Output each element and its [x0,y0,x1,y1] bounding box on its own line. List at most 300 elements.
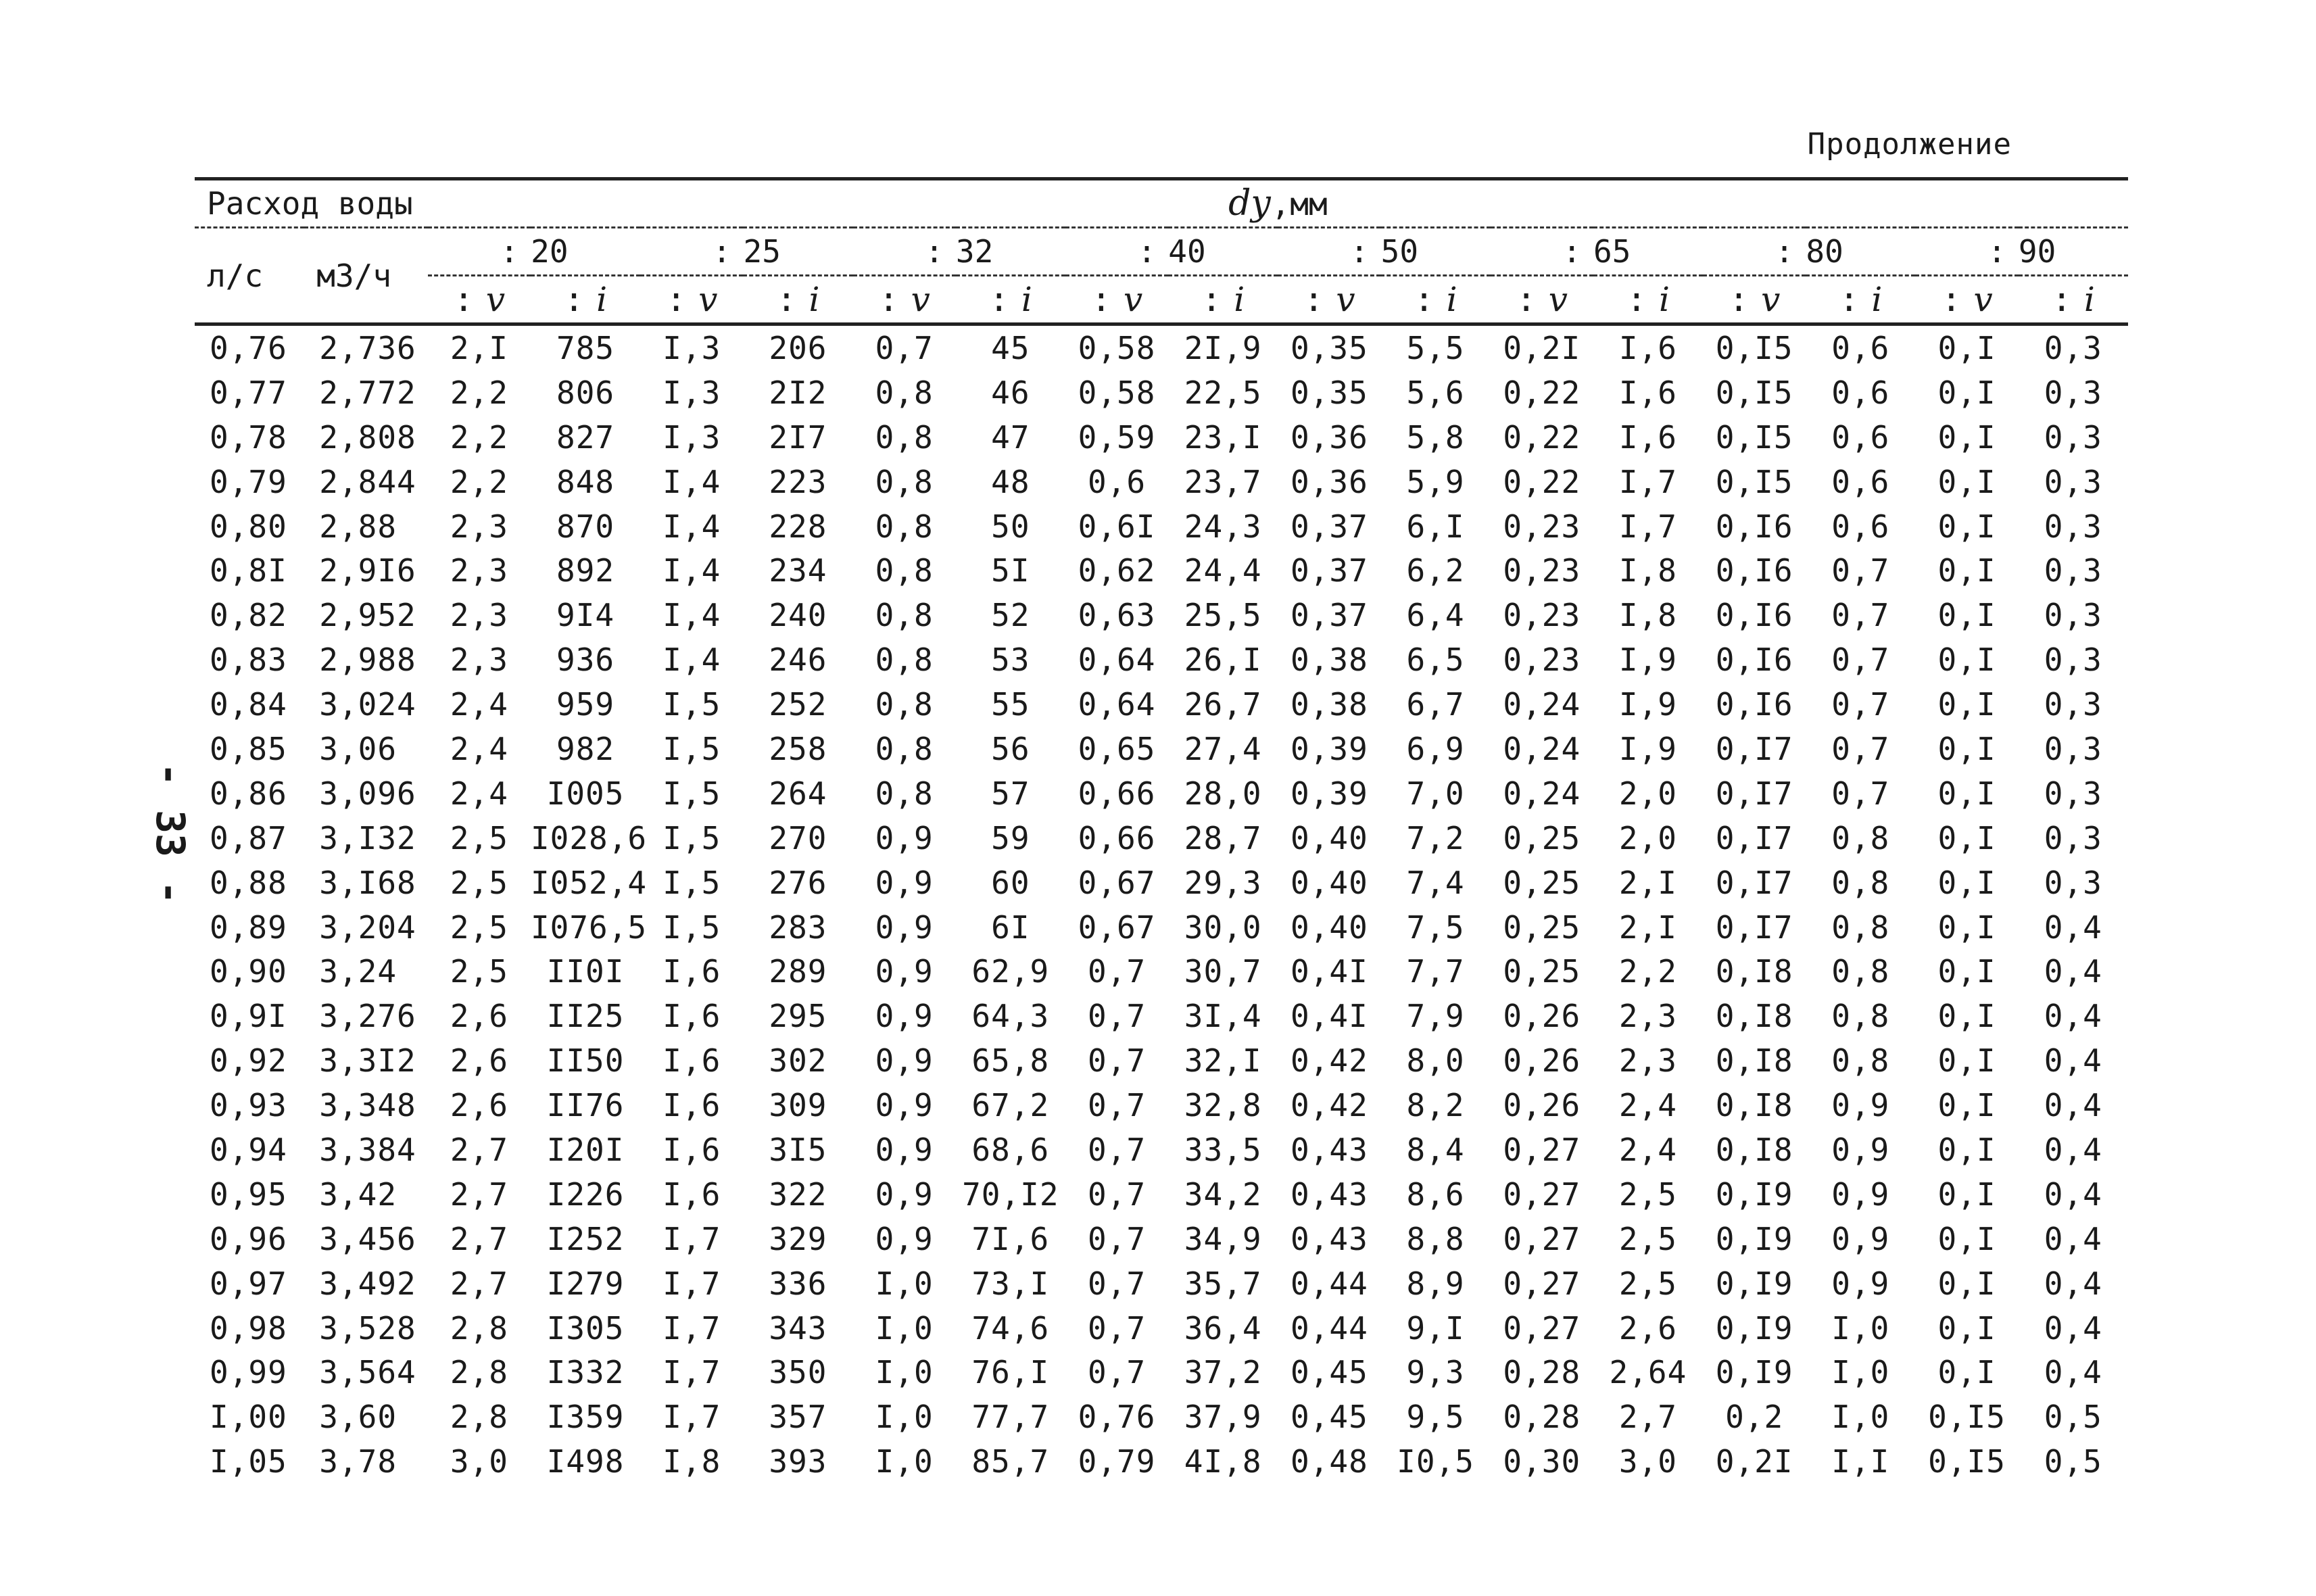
loss-32-cell: 70,I2 [962,1176,1059,1213]
velocity-40-cell: 0,64 [1078,642,1156,679]
flow-ls-cell: 0,82 [210,597,287,634]
loss-symbol: : i [1380,276,1490,324]
loss-25-cell: 309 [769,1087,827,1124]
loss-25-cell: 3I5 [769,1131,827,1168]
velocity-32-cell: 0,7 [875,329,934,366]
loss-32-cell: 74,6 [971,1309,1050,1347]
velocity-90-cell: 0,I [1937,998,1996,1035]
loss-25-cell: 336 [769,1265,827,1302]
table-row [195,682,2128,727]
loss-32-cell: 45 [991,329,1030,366]
velocity-80-cell: 0,I7 [1715,730,1793,767]
loss-50-cell: 5,8 [1406,418,1465,456]
loss-50-cell: 8,2 [1406,1087,1465,1124]
velocity-40-cell: 0,67 [1078,909,1156,946]
loss-50-cell: 8,4 [1406,1131,1465,1168]
loss-25-cell: 258 [769,730,827,767]
flow-ls-cell: 0,89 [210,909,287,946]
flow-m3h-cell: 2,844 [319,463,416,500]
loss-20-cell: II0I [546,953,625,990]
diameter-unit: ,мм [1271,186,1328,222]
velocity-25-cell: I,6 [662,1042,721,1080]
loss-symbol: : i [956,276,1065,324]
loss-50-cell: 8,9 [1406,1265,1465,1302]
loss-90-cell: 0,3 [2044,642,2102,679]
loss-65-cell: 2,3 [1618,998,1677,1035]
table-row [195,1439,2128,1484]
loss-90-cell: 0,3 [2044,730,2102,767]
velocity-65-cell: 0,26 [1503,1087,1581,1124]
loss-80-cell: 0,8 [1831,819,1890,856]
loss-90-cell: 0,3 [2044,374,2102,411]
velocity-40-cell: 0,65 [1078,730,1156,767]
velocity-25-cell: I,7 [662,1220,721,1257]
table-row [195,1128,2128,1172]
velocity-80-cell: 0,I5 [1715,374,1793,411]
velocity-65-cell: 0,2I [1503,329,1581,366]
loss-65-cell: 2,I [1618,909,1677,946]
flow-m3h-cell: 3,024 [319,686,416,723]
loss-20-cell: I252 [546,1220,625,1257]
loss-90-cell: 0,3 [2044,864,2102,901]
velocity-50-cell: 0,36 [1290,463,1368,500]
flow-m3h-cell: 2,736 [319,329,416,366]
table-row [195,460,2128,504]
velocity-65-cell: 0,27 [1503,1265,1581,1302]
loss-65-cell: 2,4 [1618,1131,1677,1168]
velocity-80-cell: 0,I7 [1715,864,1793,901]
loss-65-cell: I,7 [1618,508,1677,545]
loss-25-cell: 264 [769,775,827,812]
table-row [195,949,2128,994]
loss-20-cell: 959 [556,686,615,723]
flow-m3h-cell: 3,096 [319,775,416,812]
loss-40-cell: 30,0 [1184,909,1262,946]
velocity-20-cell: 2,5 [450,909,508,946]
velocity-25-cell: I,5 [662,730,721,767]
table-body [195,324,2128,1484]
velocity-50-cell: 0,48 [1290,1443,1368,1480]
loss-25-cell: 252 [769,686,827,723]
velocity-40-cell: 0,7 [1087,998,1147,1035]
loss-50-cell: 5,9 [1406,463,1465,500]
flow-m3h-cell: 3,06 [319,730,397,767]
velocity-20-cell: 2,5 [450,953,508,990]
velocity-90-cell: 0,I [1937,374,1996,411]
velocity-32-cell: 0,9 [875,864,934,901]
loss-40-cell: 32,I [1184,1042,1262,1080]
table-container [195,177,2128,1484]
loss-80-cell: 0,8 [1831,909,1890,946]
velocity-25-cell: I,7 [662,1399,721,1436]
flow-ls-cell: 0,99 [210,1354,287,1391]
loss-80-cell: 0,8 [1831,864,1890,901]
loss-25-cell: 228 [769,508,827,545]
velocity-25-cell: I,6 [662,1176,721,1213]
velocity-40-cell: 0,66 [1078,819,1156,856]
loss-20-cell: 936 [556,642,615,679]
velocity-80-cell: 0,I9 [1715,1309,1793,1347]
velocity-32-cell: 0,9 [875,819,934,856]
velocity-40-cell: 0,7 [1087,1087,1147,1124]
loss-20-cell: I305 [546,1309,625,1347]
flow-ls-cell: I,05 [210,1443,287,1480]
flow-ls-cell: 0,83 [210,642,287,679]
diameter-32: : 32 [853,228,1065,276]
velocity-80-cell: 0,I8 [1715,1042,1793,1080]
loss-25-cell: 302 [769,1042,827,1080]
table-row [195,727,2128,771]
flow-ls-cell: 0,86 [210,775,287,812]
loss-90-cell: 0,3 [2044,329,2102,366]
velocity-32-cell: 0,8 [875,686,934,723]
loss-80-cell: 0,9 [1831,1220,1890,1257]
loss-40-cell: 28,0 [1184,775,1262,812]
loss-50-cell: I0,5 [1397,1443,1474,1480]
loss-80-cell: 0,6 [1831,463,1890,500]
loss-90-cell: 0,3 [2044,597,2102,634]
loss-65-cell: 3,0 [1618,1443,1677,1480]
velocity-symbol: : v [1065,276,1168,324]
loss-90-cell: 0,4 [2044,953,2102,990]
loss-32-cell: 67,2 [971,1087,1050,1124]
loss-25-cell: 295 [769,998,827,1035]
loss-symbol: : i [2019,276,2128,324]
loss-32-cell: 64,3 [971,998,1050,1035]
flow-ls-cell: 0,8I [210,552,287,589]
diameter-40: : 40 [1065,228,1278,276]
loss-20-cell: I028,6 [530,819,648,856]
velocity-90-cell: 0,I [1937,909,1996,946]
loss-50-cell: 6,2 [1406,552,1465,589]
velocity-65-cell: 0,27 [1503,1220,1581,1257]
velocity-symbol: : v [1703,276,1806,324]
velocity-40-cell: 0,7 [1087,953,1147,990]
velocity-40-cell: 0,7 [1087,1220,1147,1257]
velocity-65-cell: 0,25 [1503,864,1581,901]
velocity-80-cell: 0,I9 [1715,1220,1793,1257]
loss-32-cell: 5I [991,552,1030,589]
loss-80-cell: 0,7 [1831,597,1890,634]
loss-25-cell: 240 [769,597,827,634]
velocity-32-cell: 0,9 [875,1220,934,1257]
velocity-65-cell: 0,25 [1503,819,1581,856]
velocity-50-cell: 0,37 [1290,552,1368,589]
loss-65-cell: 2,0 [1618,819,1677,856]
loss-20-cell: II25 [546,998,625,1035]
velocity-25-cell: I,7 [662,1309,721,1347]
loss-80-cell: 0,8 [1831,1042,1890,1080]
flow-m3h-cell: 2,88 [319,508,397,545]
flow-ls-cell: 0,88 [210,864,287,901]
loss-50-cell: 7,4 [1406,864,1465,901]
diameter-values-row [195,228,2128,276]
loss-90-cell: 0,4 [2044,998,2102,1035]
flow-ls-cell: 0,79 [210,463,287,500]
loss-50-cell: 7,0 [1406,775,1465,812]
loss-90-cell: 0,5 [2044,1399,2102,1436]
velocity-25-cell: I,3 [662,418,721,456]
loss-25-cell: 246 [769,642,827,679]
velocity-25-cell: I,4 [662,552,721,589]
velocity-50-cell: 0,38 [1290,642,1368,679]
loss-80-cell: 0,9 [1831,1087,1890,1124]
flow-ls-cell: 0,80 [210,508,287,545]
water-flow-table [195,177,2128,1484]
loss-80-cell: 0,6 [1831,508,1890,545]
loss-32-cell: 47 [991,418,1030,456]
velocity-50-cell: 0,4I [1290,998,1368,1035]
velocity-90-cell: 0,I [1937,1176,1996,1213]
loss-40-cell: 32,8 [1184,1087,1262,1124]
loss-90-cell: 0,3 [2044,686,2102,723]
loss-50-cell: 7,5 [1406,909,1465,946]
loss-65-cell: 2,7 [1618,1399,1677,1436]
loss-25-cell: 393 [769,1443,827,1480]
velocity-50-cell: 0,37 [1290,597,1368,634]
continuation-label: Продолжение [1807,127,2012,162]
loss-20-cell: I332 [546,1354,625,1391]
flow-m3h-cell: 3,204 [319,909,416,946]
velocity-20-cell: 2,6 [450,1087,508,1124]
velocity-20-cell: 2,5 [450,864,508,901]
loss-65-cell: I,6 [1618,374,1677,411]
velocity-65-cell: 0,25 [1503,909,1581,946]
loss-80-cell: 0,7 [1831,552,1890,589]
velocity-20-cell: 2,7 [450,1176,508,1213]
velocity-50-cell: 0,39 [1290,730,1368,767]
loss-90-cell: 0,4 [2044,1176,2102,1213]
velocity-32-cell: 0,8 [875,418,934,456]
velocity-65-cell: 0,23 [1503,597,1581,634]
loss-20-cell: 785 [556,329,615,366]
loss-40-cell: 26,I [1184,642,1262,679]
velocity-90-cell: 0,I [1937,775,1996,812]
velocity-80-cell: 0,I6 [1715,642,1793,679]
table-row [195,1172,2128,1217]
loss-32-cell: 73,I [971,1265,1050,1302]
loss-90-cell: 0,4 [2044,1309,2102,1347]
flow-ls-cell: 0,78 [210,418,287,456]
velocity-80-cell: 0,I6 [1715,552,1793,589]
table-row [195,905,2128,950]
loss-25-cell: 357 [769,1399,827,1436]
velocity-65-cell: 0,28 [1503,1399,1581,1436]
loss-25-cell: 283 [769,909,827,946]
loss-40-cell: 26,7 [1184,686,1262,723]
velocity-25-cell: I,4 [662,597,721,634]
velocity-80-cell: 0,I6 [1715,686,1793,723]
loss-50-cell: 8,6 [1406,1176,1465,1213]
velocity-50-cell: 0,4I [1290,953,1368,990]
velocity-50-cell: 0,43 [1290,1220,1368,1257]
loss-65-cell: 2,2 [1618,953,1677,990]
flow-m3h-cell: 3,276 [319,998,416,1035]
loss-65-cell: 2,5 [1618,1265,1677,1302]
velocity-65-cell: 0,27 [1503,1309,1581,1347]
velocity-90-cell: 0,I [1937,953,1996,990]
velocity-32-cell: 0,8 [875,374,934,411]
loss-90-cell: 0,5 [2044,1443,2102,1480]
velocity-65-cell: 0,25 [1503,953,1581,990]
velocity-40-cell: 0,76 [1078,1399,1156,1436]
velocity-80-cell: 0,I7 [1715,819,1793,856]
loss-25-cell: 206 [769,329,827,366]
velocity-32-cell: I,0 [875,1443,934,1480]
velocity-25-cell: I,5 [662,819,721,856]
velocity-90-cell: 0,I [1937,642,1996,679]
loss-32-cell: 85,7 [971,1443,1050,1480]
velocity-65-cell: 0,26 [1503,998,1581,1035]
velocity-20-cell: 2,2 [450,418,508,456]
loss-65-cell: 2,I [1618,864,1677,901]
loss-65-cell: 2,5 [1618,1220,1677,1257]
flow-ls-cell: 0,9I [210,998,287,1035]
flow-ls-cell: 0,93 [210,1087,287,1124]
velocity-80-cell: 0,I8 [1715,1087,1793,1124]
velocity-90-cell: 0,I [1937,1042,1996,1080]
loss-32-cell: 55 [991,686,1030,723]
loss-90-cell: 0,3 [2044,418,2102,456]
flow-m3h-cell: 2,952 [319,597,416,634]
loss-50-cell: 8,8 [1406,1220,1465,1257]
velocity-symbol: : v [428,276,531,324]
table-row [195,637,2128,682]
velocity-20-cell: 2,3 [450,597,508,634]
velocity-80-cell: 0,I8 [1715,1131,1793,1168]
velocity-20-cell: 3,0 [450,1443,508,1480]
loss-50-cell: 6,9 [1406,730,1465,767]
loss-20-cell: I498 [546,1443,625,1480]
velocity-32-cell: 0,9 [875,909,934,946]
loss-40-cell: 3I,4 [1184,998,1262,1035]
velocity-90-cell: 0,I5 [1928,1443,2006,1480]
loss-40-cell: 25,5 [1184,597,1262,634]
unit-ls-header: л/с [195,228,304,324]
flow-header: Расход воды [195,179,428,228]
velocity-40-cell: 0,7 [1087,1309,1147,1347]
loss-32-cell: 52 [991,597,1030,634]
loss-20-cell: 806 [556,374,615,411]
loss-25-cell: 223 [769,463,827,500]
velocity-25-cell: I,5 [662,909,721,946]
loss-65-cell: I,9 [1618,642,1677,679]
loss-90-cell: 0,4 [2044,1265,2102,1302]
loss-80-cell: I,I [1831,1443,1890,1480]
loss-40-cell: 34,2 [1184,1176,1262,1213]
velocity-40-cell: 0,58 [1078,329,1156,366]
loss-32-cell: 59 [991,819,1030,856]
velocity-65-cell: 0,24 [1503,686,1581,723]
flow-m3h-cell: 2,9I6 [319,552,416,589]
loss-25-cell: 2I2 [769,374,827,411]
loss-32-cell: 48 [991,463,1030,500]
velocity-90-cell: 0,I [1937,730,1996,767]
loss-20-cell: 848 [556,463,615,500]
velocity-65-cell: 0,23 [1503,552,1581,589]
velocity-20-cell: 2,4 [450,730,508,767]
loss-40-cell: 28,7 [1184,819,1262,856]
flow-ls-cell: 0,98 [210,1309,287,1347]
loss-32-cell: 53 [991,642,1030,679]
table-row [195,771,2128,816]
loss-40-cell: 24,4 [1184,552,1262,589]
loss-65-cell: I,7 [1618,463,1677,500]
loss-40-cell: 37,9 [1184,1399,1262,1436]
loss-20-cell: I359 [546,1399,625,1436]
loss-40-cell: 27,4 [1184,730,1262,767]
loss-32-cell: 46 [991,374,1030,411]
velocity-20-cell: 2,7 [450,1131,508,1168]
loss-20-cell: I226 [546,1176,625,1213]
velocity-65-cell: 0,30 [1503,1443,1581,1480]
velocity-80-cell: 0,2 [1725,1399,1784,1436]
loss-80-cell: I,0 [1831,1309,1890,1347]
velocity-50-cell: 0,45 [1290,1399,1368,1436]
loss-25-cell: 343 [769,1309,827,1347]
velocity-20-cell: 2,2 [450,463,508,500]
loss-50-cell: 7,7 [1406,953,1465,990]
table-row [195,1261,2128,1306]
velocity-50-cell: 0,45 [1290,1354,1368,1391]
loss-90-cell: 0,3 [2044,775,2102,812]
flow-ls-cell: 0,95 [210,1176,287,1213]
velocity-20-cell: 2,3 [450,642,508,679]
table-row [195,324,2128,370]
loss-symbol: : i [743,276,852,324]
loss-20-cell: 827 [556,418,615,456]
velocity-50-cell: 0,38 [1290,686,1368,723]
velocity-32-cell: 0,8 [875,552,934,589]
velocity-80-cell: 0,I8 [1715,998,1793,1035]
velocity-65-cell: 0,23 [1503,508,1581,545]
loss-25-cell: 329 [769,1220,827,1257]
loss-32-cell: 50 [991,508,1030,545]
velocity-80-cell: 0,I5 [1715,418,1793,456]
velocity-50-cell: 0,35 [1290,329,1368,366]
loss-65-cell: I,9 [1618,730,1677,767]
flow-m3h-cell: 2,808 [319,418,416,456]
velocity-90-cell: 0,I [1937,1354,1996,1391]
velocity-90-cell: 0,I [1937,1087,1996,1124]
loss-40-cell: 33,5 [1184,1131,1262,1168]
velocity-65-cell: 0,22 [1503,374,1581,411]
loss-50-cell: 9,3 [1406,1354,1465,1391]
loss-90-cell: 0,3 [2044,552,2102,589]
loss-32-cell: 76,I [971,1354,1050,1391]
loss-90-cell: 0,3 [2044,508,2102,545]
velocity-65-cell: 0,22 [1503,418,1581,456]
velocity-32-cell: 0,8 [875,597,934,634]
velocity-80-cell: 0,2I [1715,1443,1793,1480]
table-row [195,861,2128,905]
velocity-80-cell: 0,I7 [1715,909,1793,946]
velocity-80-cell: 0,I8 [1715,953,1793,990]
diameter-65: : 65 [1491,228,1703,276]
loss-80-cell: 0,6 [1831,329,1890,366]
loss-40-cell: 36,4 [1184,1309,1262,1347]
loss-50-cell: 6,I [1406,508,1465,545]
loss-25-cell: 276 [769,864,827,901]
velocity-20-cell: 2,4 [450,686,508,723]
loss-80-cell: 0,6 [1831,374,1890,411]
velocity-20-cell: 2,7 [450,1265,508,1302]
loss-50-cell: 9,5 [1406,1399,1465,1436]
velocity-symbol: : v [1491,276,1593,324]
flow-m3h-cell: 3,24 [319,953,397,990]
table-row [195,994,2128,1038]
table-row [195,1350,2128,1395]
